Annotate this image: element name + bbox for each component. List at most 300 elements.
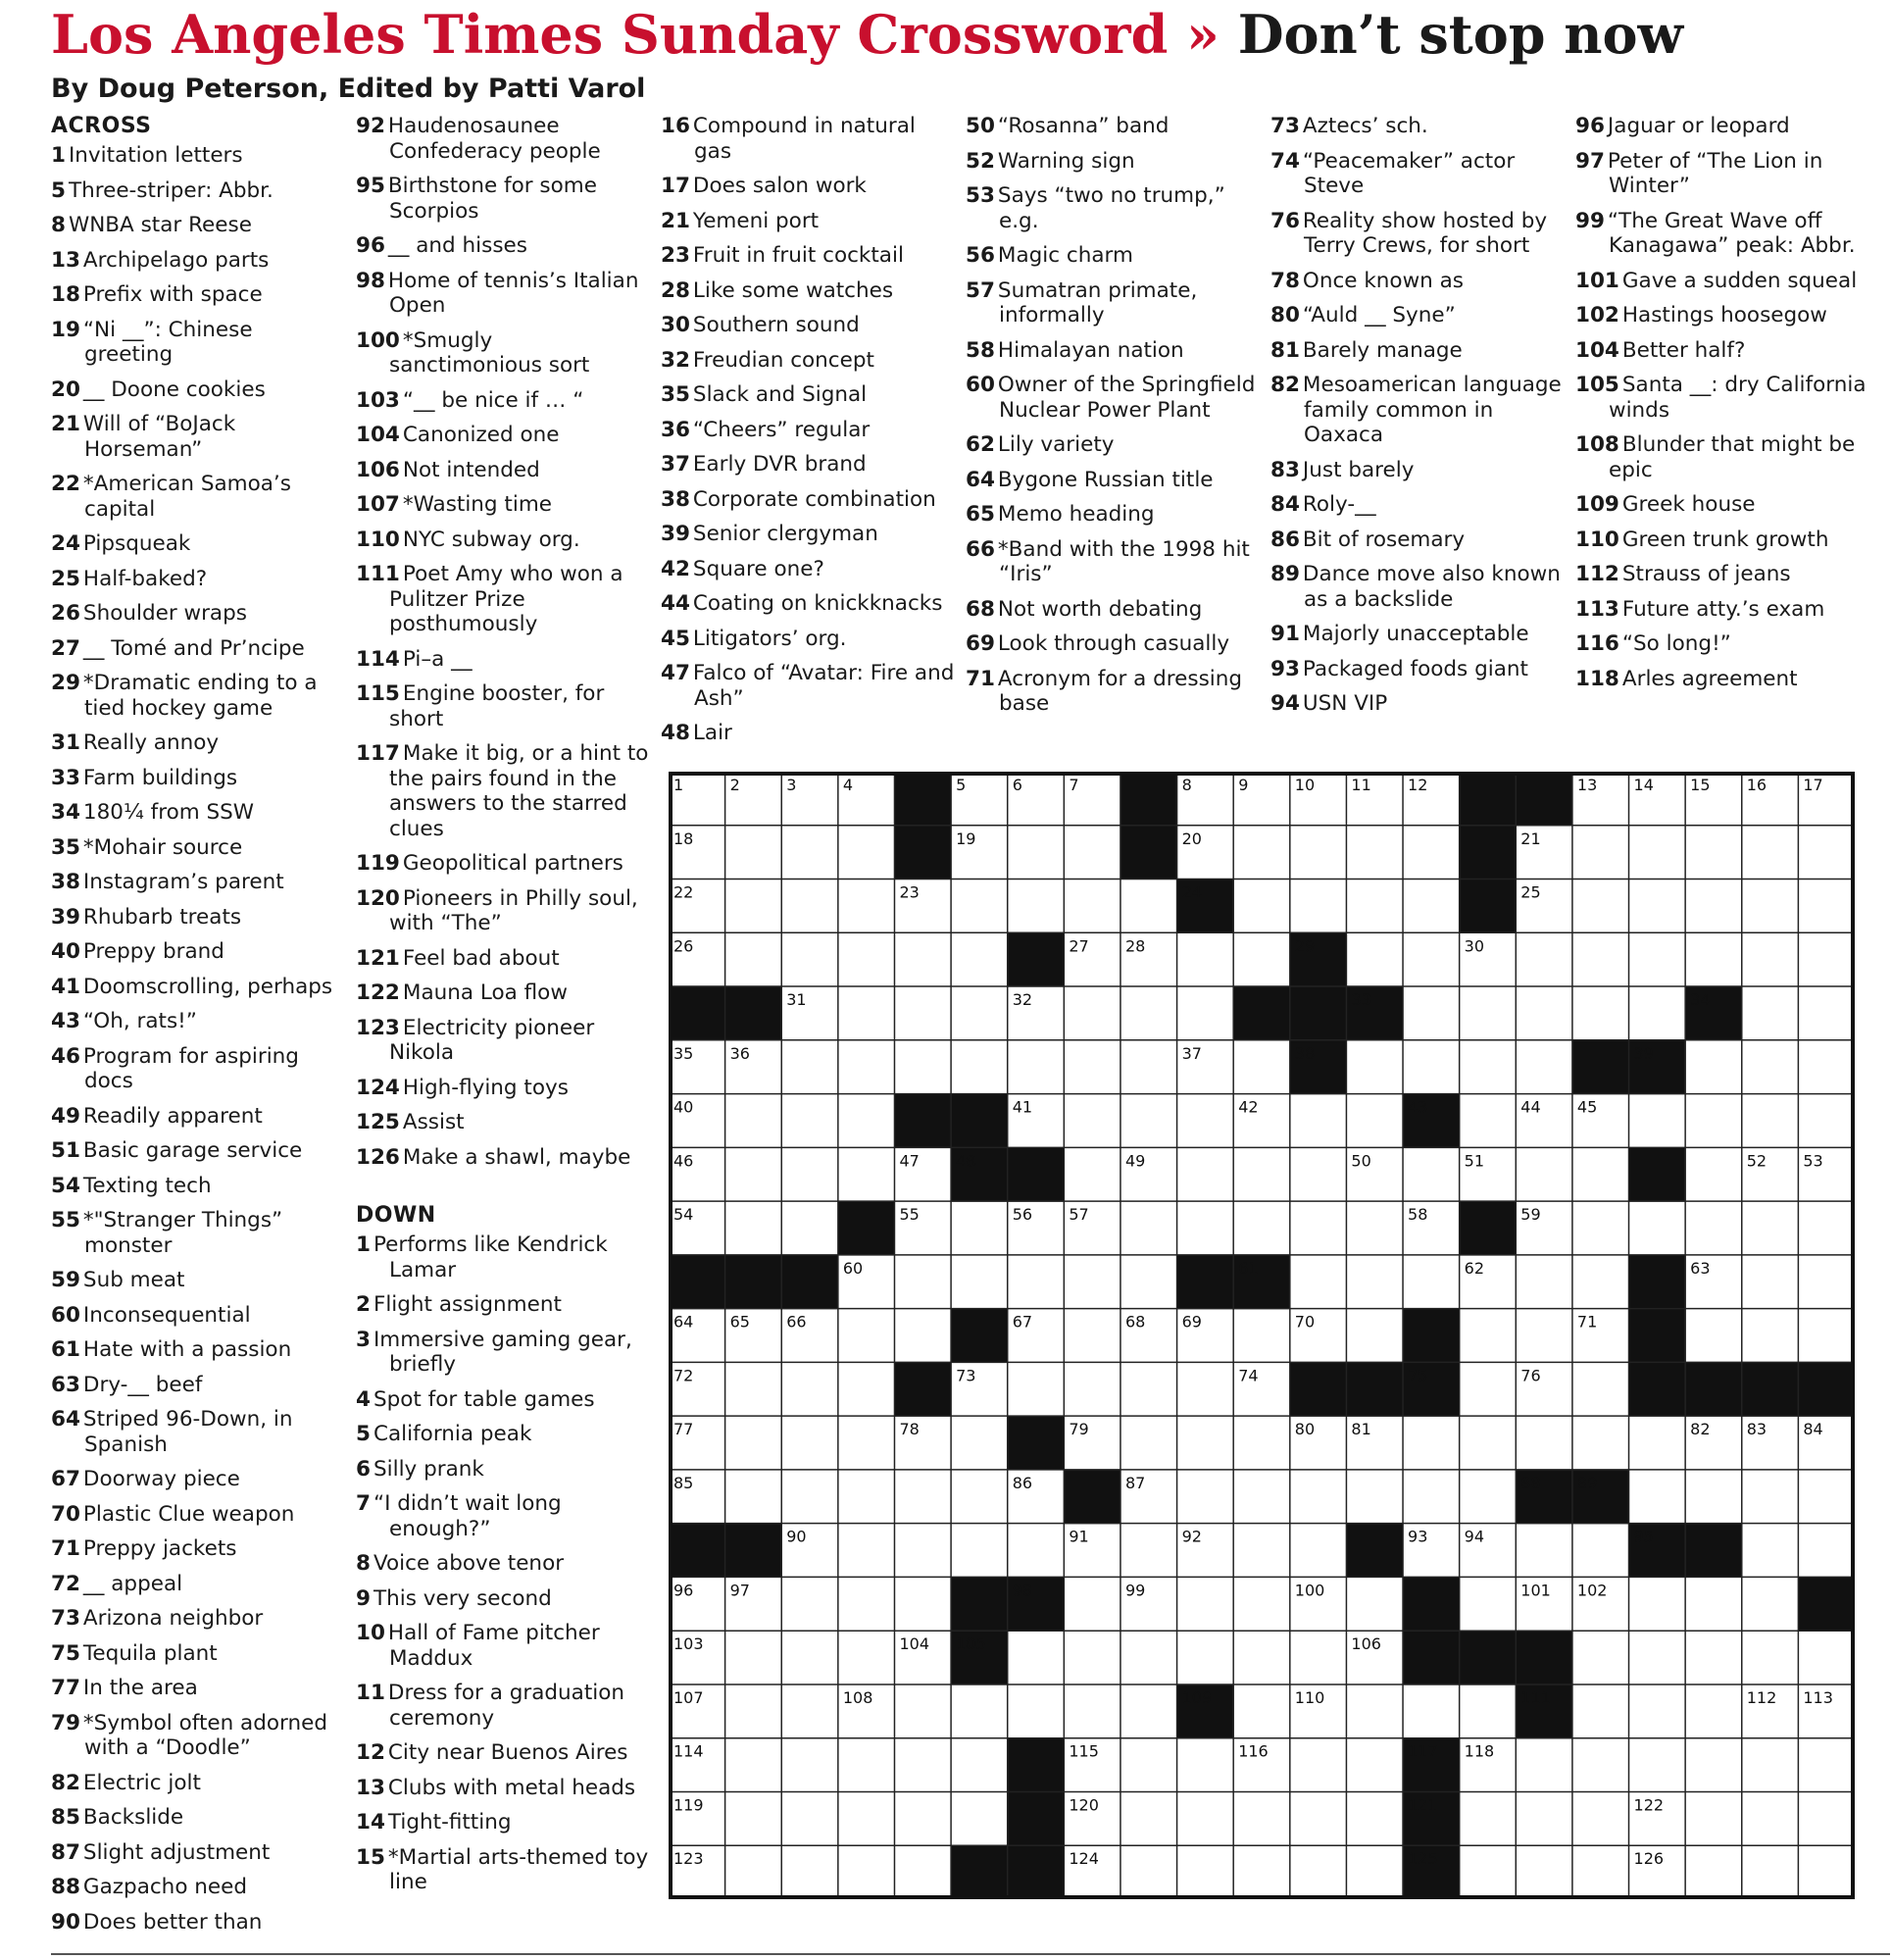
across-clue-20[interactable] — [51, 377, 345, 403]
grid-cell[interactable] — [1177, 1631, 1234, 1684]
down-clue-93[interactable] — [1270, 657, 1565, 682]
down-clue-37[interactable] — [661, 452, 955, 477]
grid-cell[interactable] — [838, 1791, 895, 1845]
down-clue-39[interactable] — [661, 522, 955, 547]
across-clue-77[interactable] — [51, 1676, 345, 1701]
across-clue-124[interactable] — [356, 1076, 650, 1101]
grid-cell[interactable] — [1685, 826, 1742, 879]
grid-cell[interactable] — [1064, 986, 1120, 1040]
grid-cell[interactable] — [1685, 1147, 1742, 1201]
across-clue-117[interactable] — [356, 741, 650, 841]
down-clue-9[interactable] — [356, 1586, 650, 1612]
grid-cell[interactable] — [781, 1791, 838, 1845]
grid-cell[interactable] — [1742, 879, 1799, 933]
grid-cell[interactable] — [725, 1147, 782, 1201]
grid-cell[interactable] — [1629, 1201, 1686, 1255]
grid-cell[interactable] — [1742, 932, 1799, 986]
grid-cell[interactable] — [1685, 1845, 1742, 1899]
grid-cell[interactable] — [1460, 1791, 1517, 1845]
grid-cell[interactable] — [951, 986, 1008, 1040]
grid-cell[interactable] — [1346, 1738, 1403, 1792]
down-clue-86[interactable] — [1270, 528, 1565, 553]
grid-cell[interactable] — [781, 879, 838, 933]
across-clue-96[interactable] — [356, 233, 650, 259]
grid-cell[interactable] — [1290, 1147, 1347, 1201]
grid-cell[interactable] — [1233, 1577, 1290, 1631]
grid-cell[interactable] — [1290, 1201, 1347, 1255]
down-clue-66[interactable] — [966, 537, 1260, 587]
grid-cell[interactable] — [1290, 1738, 1347, 1792]
across-clue-39[interactable] — [51, 905, 345, 930]
down-clue-76[interactable] — [1270, 209, 1565, 259]
grid-cell[interactable] — [1346, 1255, 1403, 1309]
grid-cell[interactable] — [1629, 1577, 1686, 1631]
grid-cell[interactable] — [838, 826, 895, 879]
grid-cell[interactable] — [725, 1470, 782, 1524]
grid-cell[interactable] — [1742, 1577, 1799, 1631]
across-clue-125[interactable] — [356, 1110, 650, 1135]
grid-cell[interactable] — [1120, 1684, 1177, 1738]
grid-cell[interactable] — [1064, 1147, 1120, 1201]
grid-cell[interactable] — [951, 1524, 1008, 1578]
down-clue-71[interactable] — [966, 667, 1260, 717]
across-clue-126[interactable] — [356, 1145, 650, 1171]
grid-cell[interactable] — [1685, 879, 1742, 933]
across-clue-107[interactable] — [356, 492, 650, 518]
grid-cell[interactable] — [1403, 1416, 1460, 1470]
grid-cell[interactable] — [951, 1791, 1008, 1845]
down-clue-74[interactable] — [1270, 149, 1565, 199]
grid-cell[interactable] — [1120, 1416, 1177, 1470]
across-clue-64[interactable] — [51, 1407, 345, 1457]
down-clue-2[interactable] — [356, 1292, 650, 1318]
down-clue-45[interactable] — [661, 627, 955, 652]
grid-cell[interactable] — [1798, 826, 1855, 879]
grid-cell[interactable] — [1120, 1845, 1177, 1899]
grid-cell[interactable] — [1742, 1470, 1799, 1524]
grid-cell[interactable] — [781, 1416, 838, 1470]
grid-cell[interactable] — [1572, 1684, 1629, 1738]
grid-cell[interactable] — [838, 879, 895, 933]
grid-cell[interactable] — [1572, 1845, 1629, 1899]
grid-cell[interactable] — [1572, 1524, 1629, 1578]
grid-cell[interactable] — [725, 1416, 782, 1470]
grid-cell[interactable] — [781, 932, 838, 986]
grid-cell[interactable] — [1516, 1791, 1572, 1845]
across-clue-34[interactable] — [51, 800, 345, 826]
grid-cell[interactable] — [1629, 1684, 1686, 1738]
grid-cell[interactable] — [894, 1255, 951, 1309]
down-clue-97[interactable] — [1575, 149, 1869, 199]
grid-cell[interactable] — [951, 1040, 1008, 1094]
grid-cell[interactable] — [1233, 1201, 1290, 1255]
down-clue-84[interactable] — [1270, 492, 1565, 518]
grid-cell[interactable] — [1403, 1147, 1460, 1201]
down-clue-1[interactable] — [356, 1232, 650, 1282]
down-clue-58[interactable] — [966, 338, 1260, 364]
down-clue-62[interactable] — [966, 432, 1260, 458]
across-clue-35[interactable] — [51, 835, 345, 861]
grid-cell[interactable] — [1685, 1094, 1742, 1148]
grid-cell[interactable] — [1346, 1094, 1403, 1148]
down-clue-109[interactable] — [1575, 492, 1869, 518]
across-clue-115[interactable] — [356, 681, 650, 731]
grid-cell[interactable] — [1346, 1577, 1403, 1631]
grid-cell[interactable] — [1685, 1791, 1742, 1845]
across-clue-119[interactable] — [356, 851, 650, 877]
grid-cell[interactable] — [1233, 932, 1290, 986]
grid-cell[interactable] — [1177, 1845, 1234, 1899]
grid-cell[interactable] — [894, 1470, 951, 1524]
across-clue-120[interactable] — [356, 886, 650, 936]
grid-cell[interactable] — [1346, 1845, 1403, 1899]
grid-cell[interactable] — [1403, 1040, 1460, 1094]
grid-cell[interactable] — [1742, 1309, 1799, 1363]
grid-cell[interactable] — [725, 932, 782, 986]
grid-cell[interactable] — [725, 826, 782, 879]
grid-cell[interactable] — [1008, 1631, 1065, 1684]
grid-cell[interactable] — [894, 986, 951, 1040]
grid-cell[interactable] — [1290, 1255, 1347, 1309]
down-clue-23[interactable] — [661, 243, 955, 269]
grid-cell[interactable] — [1460, 1094, 1517, 1148]
down-clue-82[interactable] — [1270, 373, 1565, 448]
grid-cell[interactable] — [1572, 1201, 1629, 1255]
grid-cell[interactable] — [1064, 826, 1120, 879]
grid-cell[interactable] — [1008, 1040, 1065, 1094]
grid-cell[interactable] — [1629, 1738, 1686, 1792]
grid-cell[interactable] — [838, 1738, 895, 1792]
grid-cell[interactable] — [725, 1791, 782, 1845]
down-clue-118[interactable] — [1575, 667, 1869, 692]
across-clue-18[interactable] — [51, 282, 345, 308]
down-clue-44[interactable] — [661, 591, 955, 617]
down-clue-5[interactable] — [356, 1422, 650, 1447]
grid-cell[interactable] — [1572, 1362, 1629, 1416]
grid-cell[interactable] — [894, 1524, 951, 1578]
grid-cell[interactable] — [1177, 1577, 1234, 1631]
grid-cell[interactable] — [1572, 879, 1629, 933]
across-clue-100[interactable] — [356, 328, 650, 378]
down-clue-47[interactable] — [661, 661, 955, 711]
grid-cell[interactable] — [1233, 1631, 1290, 1684]
grid-cell[interactable] — [1233, 1040, 1290, 1094]
across-clue-43[interactable] — [51, 1009, 345, 1034]
across-clue-121[interactable] — [356, 946, 650, 972]
down-clue-112[interactable] — [1575, 562, 1869, 587]
down-clue-96[interactable] — [1575, 114, 1869, 139]
grid-cell[interactable] — [781, 1845, 838, 1899]
grid-cell[interactable] — [1403, 1470, 1460, 1524]
down-clue-104[interactable] — [1575, 338, 1869, 364]
across-clue-111[interactable] — [356, 562, 650, 637]
across-clue-19[interactable] — [51, 318, 345, 368]
grid-cell[interactable] — [1516, 1416, 1572, 1470]
down-clue-56[interactable] — [966, 243, 1260, 269]
grid-cell[interactable] — [1572, 1255, 1629, 1309]
grid-cell[interactable] — [1798, 879, 1855, 933]
grid-cell[interactable] — [1290, 1631, 1347, 1684]
grid-cell[interactable] — [951, 932, 1008, 986]
down-clue-108[interactable] — [1575, 432, 1869, 482]
grid-cell[interactable] — [1346, 932, 1403, 986]
grid-cell[interactable] — [1346, 1040, 1403, 1094]
grid-cell[interactable] — [1516, 1147, 1572, 1201]
grid-cell[interactable] — [1064, 1631, 1120, 1684]
grid-cell[interactable] — [1798, 932, 1855, 986]
grid-cell[interactable] — [1629, 1470, 1686, 1524]
grid-cell[interactable] — [1233, 826, 1290, 879]
grid-cell[interactable] — [1008, 826, 1065, 879]
grid-cell[interactable] — [1629, 932, 1686, 986]
grid-cell[interactable] — [1064, 1040, 1120, 1094]
down-clue-17[interactable] — [661, 174, 955, 199]
down-clue-32[interactable] — [661, 348, 955, 374]
grid-cell[interactable] — [1233, 1684, 1290, 1738]
down-clue-113[interactable] — [1575, 597, 1869, 623]
down-clue-6[interactable] — [356, 1457, 650, 1483]
grid-cell[interactable] — [1742, 986, 1799, 1040]
grid-cell[interactable] — [1290, 1524, 1347, 1578]
grid-cell[interactable] — [781, 1470, 838, 1524]
down-clue-13[interactable] — [356, 1776, 650, 1801]
down-clue-99[interactable] — [1575, 209, 1869, 259]
grid-cell[interactable] — [1403, 826, 1460, 879]
down-clue-38[interactable] — [661, 487, 955, 513]
grid-cell[interactable] — [1120, 1362, 1177, 1416]
across-clue-85[interactable] — [51, 1805, 345, 1831]
grid-cell[interactable] — [1120, 1201, 1177, 1255]
down-clue-14[interactable] — [356, 1810, 650, 1835]
across-clue-88[interactable] — [51, 1875, 345, 1900]
grid-cell[interactable] — [1177, 1362, 1234, 1416]
grid-cell[interactable] — [1120, 986, 1177, 1040]
across-clue-60[interactable] — [51, 1303, 345, 1329]
grid-cell[interactable] — [1008, 1524, 1065, 1578]
grid-cell[interactable] — [725, 1631, 782, 1684]
across-clue-110[interactable] — [356, 528, 650, 553]
grid-cell[interactable] — [1403, 932, 1460, 986]
grid-cell[interactable] — [1742, 1738, 1799, 1792]
grid-cell[interactable] — [1798, 1094, 1855, 1148]
grid-cell[interactable] — [1120, 1738, 1177, 1792]
down-clue-65[interactable] — [966, 502, 1260, 528]
grid-cell[interactable] — [1460, 1040, 1517, 1094]
down-clue-116[interactable] — [1575, 631, 1869, 657]
grid-cell[interactable] — [1177, 1094, 1234, 1148]
grid-cell[interactable] — [1120, 1524, 1177, 1578]
grid-cell[interactable] — [1798, 1845, 1855, 1899]
grid-cell[interactable] — [1798, 1791, 1855, 1845]
grid-cell[interactable] — [1120, 1040, 1177, 1094]
grid-cell[interactable] — [1572, 1791, 1629, 1845]
grid-cell[interactable] — [1403, 879, 1460, 933]
grid-cell[interactable] — [1290, 1791, 1347, 1845]
across-clue-22[interactable] — [51, 472, 345, 522]
grid-cell[interactable] — [1572, 1738, 1629, 1792]
grid-cell[interactable] — [951, 1255, 1008, 1309]
down-clue-30[interactable] — [661, 313, 955, 338]
grid-cell[interactable] — [1120, 879, 1177, 933]
grid-cell[interactable] — [1516, 1524, 1572, 1578]
across-clue-8[interactable] — [51, 213, 345, 238]
down-clue-3[interactable] — [356, 1328, 650, 1378]
grid-cell[interactable] — [1685, 932, 1742, 986]
crossword-grid[interactable] — [669, 772, 1855, 1899]
down-clue-50[interactable] — [966, 114, 1260, 139]
grid-cell[interactable] — [1629, 986, 1686, 1040]
grid-cell[interactable] — [1064, 1094, 1120, 1148]
grid-cell[interactable] — [1685, 1684, 1742, 1738]
grid-cell[interactable] — [1120, 1791, 1177, 1845]
grid-cell[interactable] — [838, 1631, 895, 1684]
grid-cell[interactable] — [1516, 1845, 1572, 1899]
down-clue-64[interactable] — [966, 468, 1260, 493]
across-clue-75[interactable] — [51, 1641, 345, 1667]
down-clue-36[interactable] — [661, 418, 955, 443]
grid-cell[interactable] — [1008, 879, 1065, 933]
grid-cell[interactable] — [1516, 932, 1572, 986]
grid-cell[interactable] — [1572, 1416, 1629, 1470]
across-clue-24[interactable] — [51, 531, 345, 557]
grid-cell[interactable] — [838, 1845, 895, 1899]
grid-cell[interactable] — [1290, 1845, 1347, 1899]
grid-cell[interactable] — [838, 1040, 895, 1094]
grid-cell[interactable] — [1346, 1791, 1403, 1845]
grid-cell[interactable] — [1346, 826, 1403, 879]
grid-cell[interactable] — [838, 1416, 895, 1470]
across-clue-38[interactable] — [51, 870, 345, 895]
grid-cell[interactable] — [1798, 1470, 1855, 1524]
grid-cell[interactable] — [781, 1147, 838, 1201]
grid-cell[interactable] — [951, 1470, 1008, 1524]
grid-cell[interactable] — [1742, 1791, 1799, 1845]
across-clue-106[interactable] — [356, 458, 650, 483]
grid-cell[interactable] — [1685, 1577, 1742, 1631]
grid-cell[interactable] — [951, 1201, 1008, 1255]
across-clue-98[interactable] — [356, 269, 650, 319]
grid-cell[interactable] — [1120, 1094, 1177, 1148]
grid-cell[interactable] — [1742, 1040, 1799, 1094]
across-clue-70[interactable] — [51, 1502, 345, 1528]
grid-cell[interactable] — [1346, 1470, 1403, 1524]
grid-cell[interactable] — [1798, 986, 1855, 1040]
grid-cell[interactable] — [1233, 1524, 1290, 1578]
grid-cell[interactable] — [1572, 986, 1629, 1040]
down-clue-91[interactable] — [1270, 622, 1565, 647]
across-clue-114[interactable] — [356, 647, 650, 673]
grid-cell[interactable] — [725, 879, 782, 933]
grid-cell[interactable] — [951, 1738, 1008, 1792]
grid-cell[interactable] — [1177, 1416, 1234, 1470]
grid-cell[interactable] — [1064, 1684, 1120, 1738]
grid-cell[interactable] — [1798, 1040, 1855, 1094]
grid-cell[interactable] — [1629, 1094, 1686, 1148]
grid-cell[interactable] — [951, 1684, 1008, 1738]
grid-cell[interactable] — [1742, 1255, 1799, 1309]
grid-cell[interactable] — [1685, 1470, 1742, 1524]
grid-cell[interactable] — [1460, 1845, 1517, 1899]
grid-cell[interactable] — [951, 879, 1008, 933]
across-clue-72[interactable] — [51, 1572, 345, 1597]
grid-cell[interactable] — [894, 1738, 951, 1792]
grid-cell[interactable] — [1572, 1631, 1629, 1684]
grid-cell[interactable] — [838, 1147, 895, 1201]
grid-cell[interactable] — [838, 1470, 895, 1524]
grid-cell[interactable] — [1742, 826, 1799, 879]
grid-cell[interactable] — [1233, 879, 1290, 933]
grid-cell[interactable] — [1177, 1201, 1234, 1255]
grid-cell[interactable] — [838, 1309, 895, 1363]
grid-cell[interactable] — [1177, 1738, 1234, 1792]
down-clue-83[interactable] — [1270, 458, 1565, 483]
down-clue-60[interactable] — [966, 373, 1260, 423]
grid-cell[interactable] — [1460, 1309, 1517, 1363]
down-clue-21[interactable] — [661, 209, 955, 234]
across-clue-46[interactable] — [51, 1044, 345, 1094]
grid-cell[interactable] — [1685, 1201, 1742, 1255]
grid-cell[interactable] — [1572, 932, 1629, 986]
grid-cell[interactable] — [1008, 1362, 1065, 1416]
grid-cell[interactable] — [1629, 1631, 1686, 1684]
grid-cell[interactable] — [894, 932, 951, 986]
grid-cell[interactable] — [725, 1845, 782, 1899]
across-clue-59[interactable] — [51, 1268, 345, 1293]
grid-cell[interactable] — [781, 1094, 838, 1148]
across-clue-122[interactable] — [356, 980, 650, 1006]
grid-cell[interactable] — [1177, 986, 1234, 1040]
grid-cell[interactable] — [1064, 879, 1120, 933]
down-clue-53[interactable] — [966, 183, 1260, 233]
grid-cell[interactable] — [1290, 826, 1347, 879]
grid-cell[interactable] — [725, 1738, 782, 1792]
grid-cell[interactable] — [1685, 1309, 1742, 1363]
grid-cell[interactable] — [1516, 1255, 1572, 1309]
grid-cell[interactable] — [1629, 879, 1686, 933]
grid-cell[interactable] — [781, 1738, 838, 1792]
grid-cell[interactable] — [894, 1684, 951, 1738]
grid-cell[interactable] — [1685, 1738, 1742, 1792]
grid-cell[interactable] — [1516, 1040, 1572, 1094]
down-clue-7[interactable] — [356, 1491, 650, 1541]
grid-cell[interactable] — [1177, 1470, 1234, 1524]
grid-cell[interactable] — [1460, 1684, 1517, 1738]
down-clue-101[interactable] — [1575, 269, 1869, 294]
down-clue-57[interactable] — [966, 278, 1260, 328]
down-clue-105[interactable] — [1575, 373, 1869, 423]
down-clue-28[interactable] — [661, 278, 955, 304]
across-clue-21[interactable] — [51, 412, 345, 462]
across-clue-41[interactable] — [51, 975, 345, 1000]
down-clue-110[interactable] — [1575, 528, 1869, 553]
across-clue-104[interactable] — [356, 423, 650, 448]
grid-cell[interactable] — [1177, 1147, 1234, 1201]
down-clue-15[interactable] — [356, 1845, 650, 1895]
down-clue-8[interactable] — [356, 1551, 650, 1577]
grid-cell[interactable] — [725, 1201, 782, 1255]
grid-cell[interactable] — [1742, 1094, 1799, 1148]
grid-cell[interactable] — [894, 1791, 951, 1845]
grid-cell[interactable] — [1290, 1094, 1347, 1148]
grid-cell[interactable] — [1685, 1631, 1742, 1684]
grid-cell[interactable] — [1798, 1738, 1855, 1792]
grid-cell[interactable] — [1798, 1201, 1855, 1255]
grid-cell[interactable] — [951, 1416, 1008, 1470]
grid-cell[interactable] — [1629, 826, 1686, 879]
down-clue-12[interactable] — [356, 1740, 650, 1766]
grid-cell[interactable] — [1572, 826, 1629, 879]
grid-cell[interactable] — [781, 1040, 838, 1094]
